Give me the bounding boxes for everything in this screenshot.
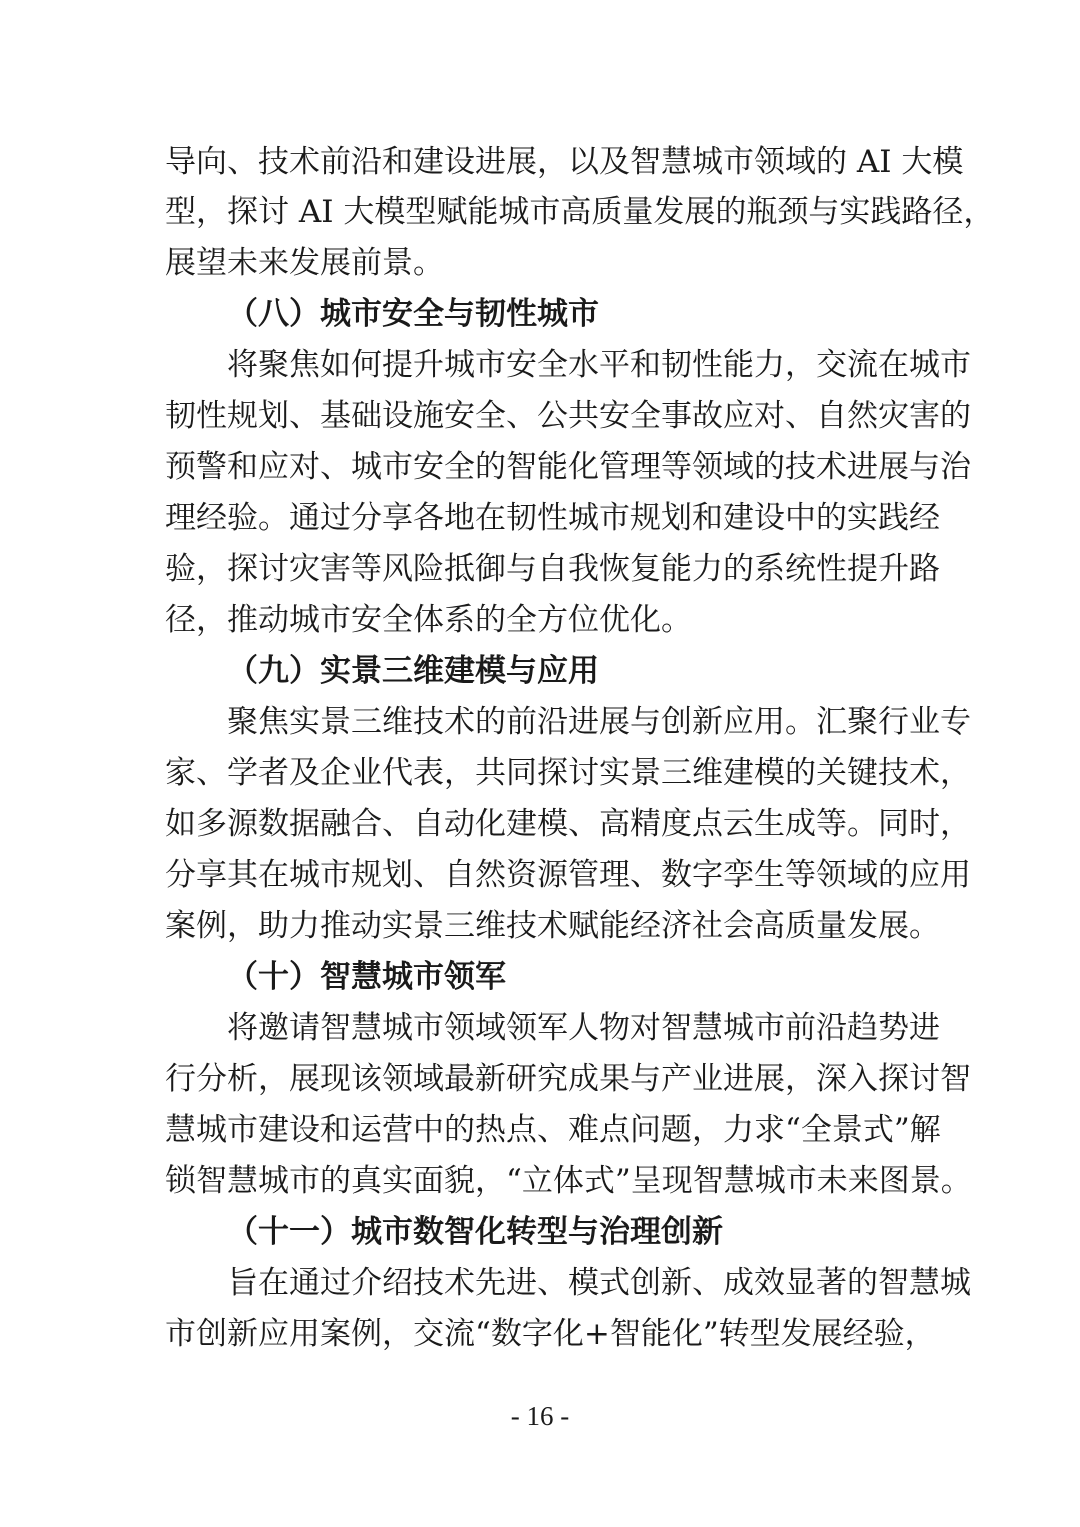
intro-line-1: 导向、技术前沿和建设进展，以及智慧城市领域的 AI 大模 bbox=[165, 144, 964, 180]
section8-line-1: 将聚焦如何提升城市安全水平和韧性能力，交流在城市 bbox=[227, 347, 971, 383]
intro-line-2: 型，探讨 AI 大模型赋能城市高质量发展的瓶颈与实践路径， bbox=[165, 194, 995, 230]
section8-line-2: 韧性规划、基础设施安全、公共安全事故应对、自然灾害的 bbox=[165, 398, 971, 434]
section9-line-3: 如多源数据融合、自动化建模、高精度点云生成等。同时， bbox=[165, 806, 971, 842]
section9-line-1: 聚焦实景三维技术的前沿进展与创新应用。汇聚行业专 bbox=[227, 704, 971, 740]
section8-line-3: 预警和应对、城市安全的智能化管理等领域的技术进展与治 bbox=[165, 449, 971, 485]
section8-line-4: 理经验。通过分享各地在韧性城市规划和建设中的实践经 bbox=[165, 500, 940, 536]
section10-line-4: 锁智慧城市的真实面貌，“立体式”呈现智慧城市未来图景。 bbox=[165, 1163, 972, 1199]
section11-line-2: 市创新应用案例，交流“数字化+智能化”转型发展经验， bbox=[165, 1316, 936, 1352]
intro-line-3: 展望未来发展前景。 bbox=[165, 245, 444, 281]
section-heading-9: （九）实景三维建模与应用 bbox=[227, 653, 599, 689]
section9-line-4: 分享其在城市规划、自然资源管理、数字孪生等领域的应用 bbox=[165, 857, 971, 893]
section10-line-1: 将邀请智慧城市领域领军人物对智慧城市前沿趋势进 bbox=[227, 1010, 940, 1046]
section-heading-11: （十一）城市数智化转型与治理创新 bbox=[227, 1214, 723, 1250]
section10-line-2: 行分析，展现该领域最新研究成果与产业进展，深入探讨智 bbox=[165, 1061, 971, 1097]
section10-line-3: 慧城市建设和运营中的热点、难点问题，力求“全景式”解 bbox=[165, 1112, 941, 1148]
section-heading-10: （十）智慧城市领军 bbox=[227, 959, 506, 995]
section9-line-5: 案例，助力推动实景三维技术赋能经济社会高质量发展。 bbox=[165, 908, 940, 944]
section9-line-2: 家、学者及企业代表，共同探讨实景三维建模的关键技术， bbox=[165, 755, 971, 791]
section-heading-8: （八）城市安全与韧性城市 bbox=[227, 296, 599, 332]
page-number: - 16 - bbox=[510, 1401, 570, 1431]
section8-line-6: 径，推动城市安全体系的全方位优化。 bbox=[165, 602, 692, 638]
section8-line-5: 验，探讨灾害等风险抵御与自我恢复能力的系统性提升路 bbox=[165, 551, 940, 587]
section11-line-1: 旨在通过介绍技术先进、模式创新、成效显著的智慧城 bbox=[227, 1265, 971, 1301]
